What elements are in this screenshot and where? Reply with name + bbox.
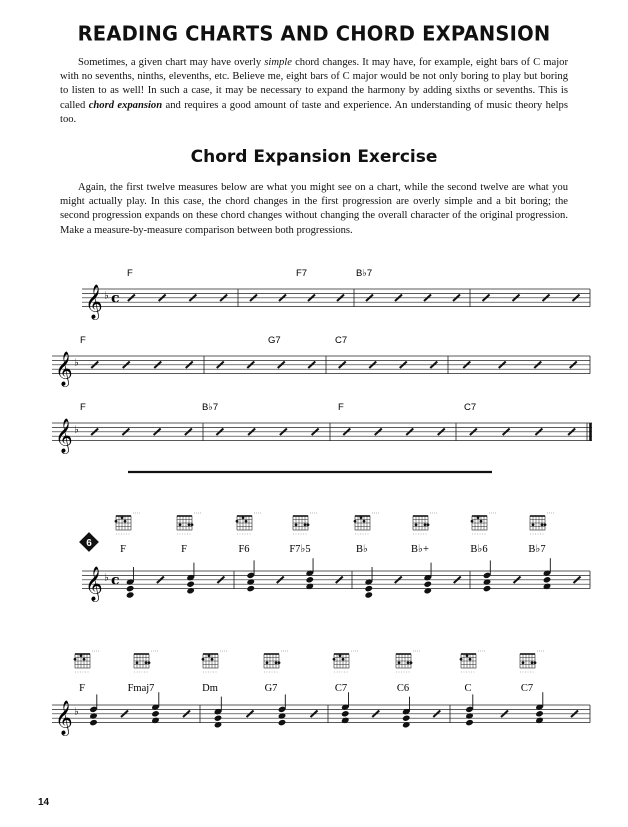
chord-diagram-dot: [245, 520, 248, 523]
exercise-heading: Chord Expansion Exercise: [190, 147, 438, 167]
expanded-chord-symbol: B♭: [356, 544, 368, 555]
notehead: [278, 712, 287, 719]
chord-diagram-dot: [191, 523, 194, 526]
notehead: [186, 581, 195, 588]
expanded-chord-symbol: F: [79, 683, 85, 694]
expanded-chord-symbol: C6: [396, 683, 410, 694]
treble-clef: 𝄞: [85, 566, 103, 602]
exercise-paragraph: Again, the first twelve measures below are what you might see on a chart, while the second twelve are what you might actually play. In this case, the chord changes in the first progression are overly simple and a bit boring; the second progression expands on these chord changes without changing the overall character of the original progression. Make a measure-by-measure comparison between both progressions.: [60, 182, 568, 236]
intro-text-c: and requires a good amount of taste and experience. An understanding of music theory helps too.: [60, 99, 568, 125]
notehead: [364, 591, 373, 598]
key-signature-flat: ♭: [74, 706, 79, 718]
treble-clef: 𝄞: [55, 418, 73, 454]
chord-diagram-dot: [188, 523, 191, 526]
notehead: [214, 721, 223, 728]
chord-diagram-dot: [74, 658, 77, 661]
chord-diagram-dot: [304, 523, 307, 526]
intro-term-chord-expansion: chord expansion: [88, 99, 163, 111]
chord-diagram-dot: [460, 658, 463, 661]
expanded-chord-symbol: G7: [264, 683, 278, 694]
notehead: [483, 578, 492, 585]
chord-diagram-dot: [354, 520, 357, 523]
chord-diagram-dot: [477, 516, 480, 519]
chord-diagram-dot: [124, 520, 127, 523]
chord-diagram-dot: [532, 523, 535, 526]
notehead: [535, 710, 544, 717]
notehead: [89, 712, 98, 719]
chord-diagram-dot: [145, 661, 148, 664]
notehead: [246, 585, 255, 592]
time-signature: c: [111, 572, 120, 589]
notehead: [364, 585, 373, 592]
chord-diagram-dot: [236, 520, 239, 523]
expanded-chord-symbol: C: [464, 683, 472, 694]
chord-diagram-dot: [121, 516, 124, 519]
chord-diagram-dot: [415, 523, 418, 526]
notehead: [89, 719, 98, 726]
notehead: [423, 587, 432, 594]
notehead: [483, 585, 492, 592]
notehead: [402, 715, 411, 722]
chart-chord-symbol: F: [80, 335, 86, 346]
chart-chord-symbol: G7: [268, 335, 281, 346]
notehead: [423, 581, 432, 588]
chord-diagram-dot: [295, 523, 298, 526]
chord-diagram-dot: [208, 654, 211, 657]
key-signature-flat: ♭: [74, 424, 79, 436]
chord-diagram-dot: [469, 658, 472, 661]
chord-diagram-dot: [480, 520, 483, 523]
expanded-chord-symbol: F: [181, 544, 187, 555]
notehead: [341, 710, 350, 717]
chart-chord-symbol: C7: [464, 402, 477, 413]
chord-diagram-dot: [136, 661, 139, 664]
notehead: [151, 717, 160, 724]
expanded-chord-symbol: B♭6: [470, 544, 488, 555]
expanded-chord-symbol: F: [120, 544, 126, 555]
expanded-chord-symbol: Dm: [202, 683, 218, 694]
notehead: [465, 712, 474, 719]
notehead: [278, 719, 287, 726]
page-number: 14: [38, 797, 50, 808]
notehead: [151, 710, 160, 717]
chart-chord-symbol: F: [80, 402, 86, 413]
chord-diagram-dot: [83, 658, 86, 661]
treble-clef: 𝄞: [55, 700, 73, 736]
chord-diagram-dot: [80, 654, 83, 657]
notehead: [402, 721, 411, 728]
chord-diagram-dot: [541, 523, 544, 526]
chart-chord-symbol: F7: [296, 268, 308, 279]
chord-diagram-dot: [339, 654, 342, 657]
staff-lines: [52, 285, 592, 737]
notehead: [535, 717, 544, 724]
chord-diagram-dot: [179, 523, 182, 526]
key-signature-flat: ♭: [74, 357, 79, 369]
time-signature: c: [111, 290, 120, 307]
chord-diagram-dot: [307, 523, 310, 526]
chord-diagram-dot: [275, 661, 278, 664]
notehead: [305, 576, 314, 583]
chord-diagram-dot: [531, 661, 534, 664]
notehead: [186, 587, 195, 594]
chord-diagram-dot: [466, 654, 469, 657]
notehead: [246, 578, 255, 585]
chart-chord-symbol: F: [127, 268, 133, 279]
chord-diagram-dot: [471, 520, 474, 523]
intro-italic-word: simple: [264, 57, 292, 68]
notehead: [126, 591, 135, 598]
expanded-chord-symbol: C7: [520, 683, 534, 694]
key-signature-flat: ♭: [104, 572, 109, 584]
chord-diagram-dot: [398, 661, 401, 664]
intro-text-b: chord changes. It may have, for example, eight bars of C major with no sevenths, ninths, elevenths, etc. Believe me, eight bars of C major would be not only boring to play but boring to listen to as well! In such a case, it may be necessary to expand the harmony by adding sixths or sevenths. This is called: [60, 57, 568, 111]
chart-chord-symbol: B♭7: [202, 402, 219, 413]
chord-diagram-dot: [522, 661, 525, 664]
notehead: [126, 585, 135, 592]
treble-clef: 𝄞: [55, 351, 73, 387]
expanded-chord-symbol: F6: [238, 544, 250, 555]
chord-diagram-dot: [544, 523, 547, 526]
expanded-chord-symbol: Fmaj7: [127, 683, 155, 694]
chart-chord-symbol: B♭7: [356, 268, 373, 279]
notehead: [214, 715, 223, 722]
chord-diagram-dot: [424, 523, 427, 526]
chord-diagram-dot: [202, 658, 205, 661]
track-number-badge: [79, 532, 99, 552]
chord-diagram-dot: [363, 520, 366, 523]
expanded-chord-symbol: F7♭5: [289, 544, 311, 555]
notehead: [543, 583, 552, 590]
chord-diagrams: [74, 513, 554, 672]
key-signature-flat: ♭: [104, 290, 109, 302]
chord-diagram-dot: [360, 516, 363, 519]
notehead: [465, 719, 474, 726]
expanded-chord-symbol: C7: [334, 683, 348, 694]
chord-diagram-dot: [427, 523, 430, 526]
chord-diagram-dot: [242, 516, 245, 519]
chord-diagram-dot: [266, 661, 269, 664]
expanded-chord-symbol: B♭7: [528, 544, 546, 555]
notehead: [341, 717, 350, 724]
chord-diagram-dot: [115, 520, 118, 523]
chart-chord-symbol: F: [338, 402, 344, 413]
treble-clef: 𝄞: [85, 284, 103, 320]
chord-diagram-dot: [333, 658, 336, 661]
page-title: READING CHARTS AND CHORD EXPANSION: [77, 21, 551, 46]
chord-diagram-dot: [148, 661, 151, 664]
notehead: [543, 576, 552, 583]
track-number: 6: [86, 538, 92, 549]
chord-diagram-dot: [407, 661, 410, 664]
chord-diagram-dot: [342, 658, 345, 661]
chord-diagram-dot: [278, 661, 281, 664]
expanded-chord-symbol: B♭+: [411, 544, 429, 555]
intro-text-a: Sometimes, a given chart may have overly: [78, 57, 265, 68]
chord-diagram-dot: [211, 658, 214, 661]
chart-chord-symbol: C7: [335, 335, 348, 346]
chord-diagram-dot: [534, 661, 537, 664]
chord-voicings: [89, 558, 551, 728]
chord-diagram-dot: [410, 661, 413, 664]
notehead: [305, 583, 314, 590]
